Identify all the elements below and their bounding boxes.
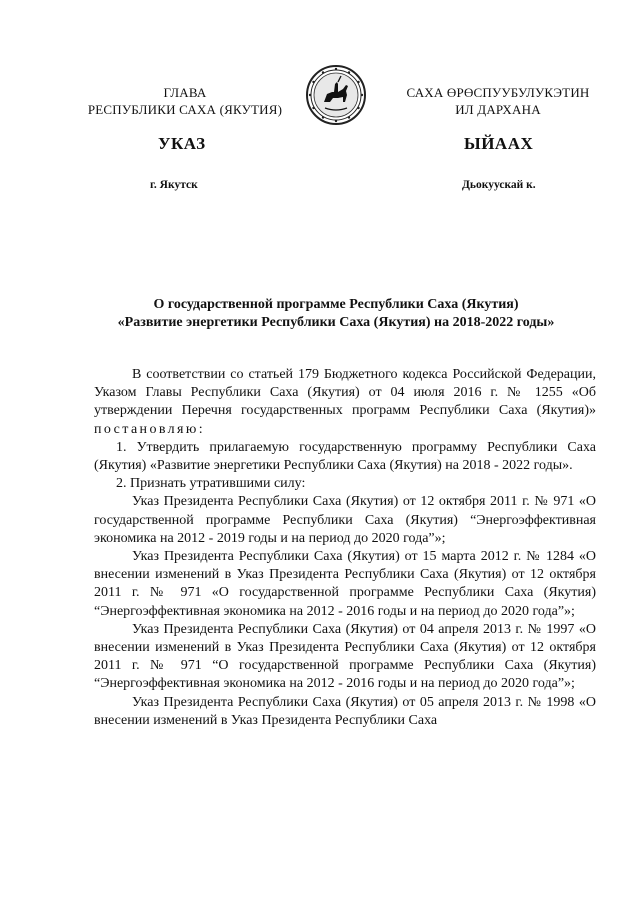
header-right [392, 84, 604, 118]
header-left-line1: ГЛАВА [163, 85, 207, 100]
coat-of-arms-emblem [305, 64, 367, 126]
intro-paragraph [94, 366, 596, 439]
repealed-decree-1: Указ Президента Республики Саха (Якутия) от 12 октября 2011 г. № 971 «О государственной программе Республики Саха (Якутия) “Энергоэффективная экономика на 2012 - 2019 годы и на период до 2020 года”»; [94, 494, 596, 546]
header-right-line2: ИЛ ДАРХАНА [455, 102, 541, 117]
city-ru: г. Якутск [150, 179, 198, 191]
header-right-line1: САХА ӨРӨСПУУБУЛУКЭТИН [406, 85, 590, 100]
repealed-decree-3: Указ Президента Республики Саха (Якутия) от 04 апреля 2013 г. № 1997 «О внесении изменений в Указ Президента Республики Саха (Якутия) от 12 октября 2011 г. № 971 “О государственной программе Республики Саха (Якутия) “Энергоэффективная экономика на 2012 - 2016 годы и на период до 2020 года”»; [94, 621, 596, 692]
repealed-decree-2: Указ Президента Республики Саха (Якутия) от 15 марта 2012 г. № 1284 «О внесении изменений в Указ Президента Республики Саха (Якутия) от 12 октября 2011 г. № 971 «О государственной программе Республики Саха (Якутия) “Энергоэффективная экономика на 2012 - 2016 годы и на период до 2020 года”»; [94, 549, 596, 619]
header-left [80, 84, 290, 118]
item-2: 2. Признать утратившими силу: [116, 476, 306, 492]
title-line2: «Развитие энергетики Республики Саха (Якутия) на 2018-2022 годы» [117, 315, 555, 330]
decree-label-sah: ЫЙААХ [464, 134, 534, 153]
intro-text: В соответствии со статьей 179 Бюджетного кодекса Российской Федерации, Указом Главы Республики Саха (Якутия) от 04 июля 2016 г. № 1255 «Об утверждении Перечня государственных программ Республики Саха (Якутия)» [94, 367, 596, 419]
repealed-decree-4: Указ Президента Республики Саха (Якутия) от 05 апреля 2013 г. № 1998 «О внесении изменений в Указ Президента Республики Саха [94, 694, 596, 728]
header-left-line2: РЕСПУБЛИКИ САХА (ЯКУТИЯ) [87, 102, 283, 117]
title-line1: О государственной программе Республики Саха (Якутия) [153, 297, 519, 312]
document-body [94, 366, 596, 730]
item-1: 1. Утвердить прилагаемую государственную программу Республики Саха (Якутия) «Развитие энергетики Республики Саха (Якутия) на 2018 - 2022 годы». [94, 439, 596, 474]
city-sah: Дьокуускай к. [462, 179, 536, 191]
decree-label-ru: УКАЗ [158, 134, 206, 153]
intro-spaced-word: постановляю: [94, 421, 206, 437]
document-title [86, 296, 586, 332]
emblem-icon [305, 64, 367, 126]
